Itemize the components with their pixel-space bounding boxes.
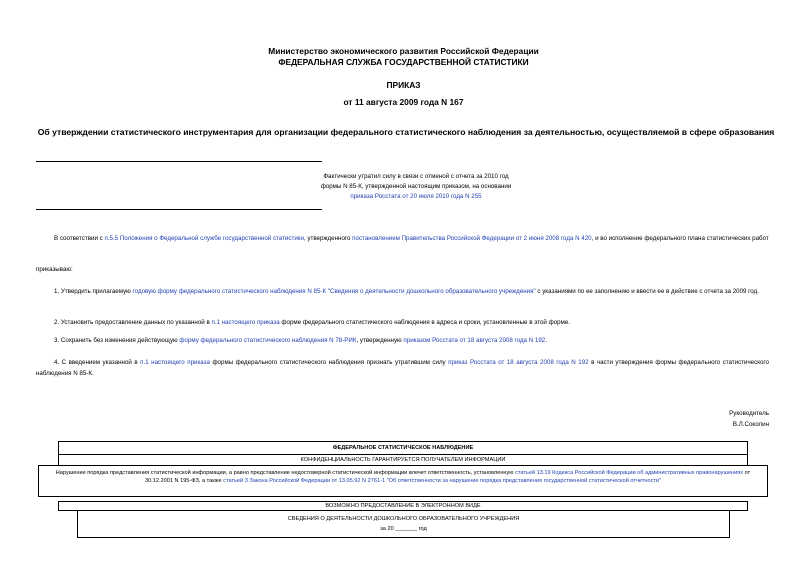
preamble-link-decree[interactable]: постановлением Правительства Российской Федерации от 2 июня 2008 года N 420: [352, 235, 592, 242]
liability-notice-box: Нарушение порядка представления статистической информации, а равно представление недостоверной статистической информации влечет ответственность, установленную статьей 13.19 Кодекса Российской Федерации об административных правонарушениях от 30.12.2001 N 195-ФЗ, а также статьей 3 Закона Российской Федерации от 13.05.92 N 2761-1 "Об ответственности за нарушение порядка представления государственной статистической отчетности": [38, 465, 768, 497]
preamble-paragraph: В соответствии с п.5.5 Положения о Федеральной службе государственной статистики, утвержденного постановлением Правительства Российской Федерации от 2 июня 2008 года N 420, и во исполнение федерального плана статистических работ: [54, 235, 769, 242]
item3-order-link[interactable]: приказом Росстата от 18 августа 2008 года N 192: [403, 337, 546, 344]
report-title: СВЕДЕНИЯ О ДЕЯТЕЛЬНОСТИ ДОШКОЛЬНОГО ОБРАЗОВАТЕЛЬНОГО УЧРЕЖДЕНИЯ: [287, 516, 520, 522]
confidentiality-box: КОНФИДЕНЦИАЛЬНОСТЬ ГАРАНТИРУЕТСЯ ПОЛУЧАТЕЛЕМ ИНФОРМАЦИИ: [58, 454, 748, 466]
validity-note: [260, 172, 572, 202]
document-title: Об утверждении статистического инструментария для организации федерального статистического наблюдения за деятельностью, осуществляемой в сфере образования: [37, 127, 775, 137]
item4-order-link[interactable]: приказ Росстата от 18 августа 2008 года N 192: [448, 359, 589, 366]
order-item-1: 1. Утвердить прилагаемую годовую форму федерального статистического наблюдения N 85-К "Сведения о деятельности дошкольного образовательного учреждения" с указаниями по ее заполнению и ввести ее в действие с отчета за 2009 год.: [54, 288, 759, 295]
note-line-2: формы N 85-К, утвержденной настоящим приказом, на основании: [320, 183, 512, 190]
signature-name: В.Л.Соколин: [732, 421, 769, 428]
note-line-1: Фактически утратил силу в связи с отменой с отчета за 2010 год: [323, 173, 509, 180]
signature-role: Руководитель: [729, 410, 769, 417]
liability-law-link[interactable]: статьей 3 Закона Российской Федерации от 13.05.92 N 2761-1 "Об ответственности за нарушение порядка представления государственной статистической отчетности": [223, 478, 662, 484]
document-date-number: от 11 августа 2009 года N 167: [343, 97, 464, 107]
service-name: ФЕДЕРАЛЬНАЯ СЛУЖБА ГОСУДАРСТВЕННОЙ СТАТИСТИКИ: [278, 57, 529, 67]
order-item-4: 4. С введением указанной в п.1 настоящего приказа формы федерального статистического наблюдения признать утратившим силу приказ Росстата от 18 августа 2008 года N 192 в части утверждения формы федерального статистического наблюдения N 85-К.: [36, 359, 769, 377]
item1-form-link[interactable]: годовую форму федерального статистического наблюдения N 85-К "Сведения о деятельности дошкольного образовательного учреждения": [132, 288, 536, 295]
item3-form-link[interactable]: форму федерального статистического наблюдения N 78-РИК: [179, 337, 357, 344]
preamble-link-regulation[interactable]: п.5.5 Положения о Федеральной службе государственной статистики: [104, 235, 304, 242]
order-item-2: 2. Установить предоставление данных по указанной в п.1 настоящего приказа форме федерального статистического наблюдения в адреса и сроки, установленные в этой форме.: [54, 319, 570, 326]
order-item-3: 3. Сохранить без изменения действующую форму федерального статистического наблюдения N 78-РИК, утвержденную приказом Росстата от 18 августа 2008 года N 192.: [54, 337, 547, 344]
signature-block: [729, 408, 769, 430]
electronic-submission-box: ВОЗМОЖНО ПРЕДОСТАВЛЕНИЕ В ЭЛЕКТРОННОМ ВИДЕ: [58, 501, 748, 511]
note-link[interactable]: приказа Росстата от 20 июля 2010 года N 255: [350, 193, 482, 200]
item4-link[interactable]: п.1 настоящего приказа: [140, 359, 210, 366]
divider-bottom: [36, 209, 322, 210]
report-year-field[interactable]: за 20 _______ год: [380, 526, 427, 532]
document-type: ПРИКАЗ: [386, 80, 421, 90]
report-title-box: [77, 510, 730, 538]
order-word: приказываю:: [36, 266, 73, 273]
ministry-name: Министерство экономического развития Российской Федерации: [268, 46, 539, 56]
divider-top: [36, 161, 322, 162]
item2-link[interactable]: п.1 настоящего приказа: [211, 319, 280, 326]
liability-code-link[interactable]: статьей 13.19 Кодекса Российской Федерации об административных правонарушениях: [515, 470, 744, 476]
form-header-box: ФЕДЕРАЛЬНОЕ СТАТИСТИЧЕСКОЕ НАБЛЮДЕНИЕ: [58, 441, 748, 455]
